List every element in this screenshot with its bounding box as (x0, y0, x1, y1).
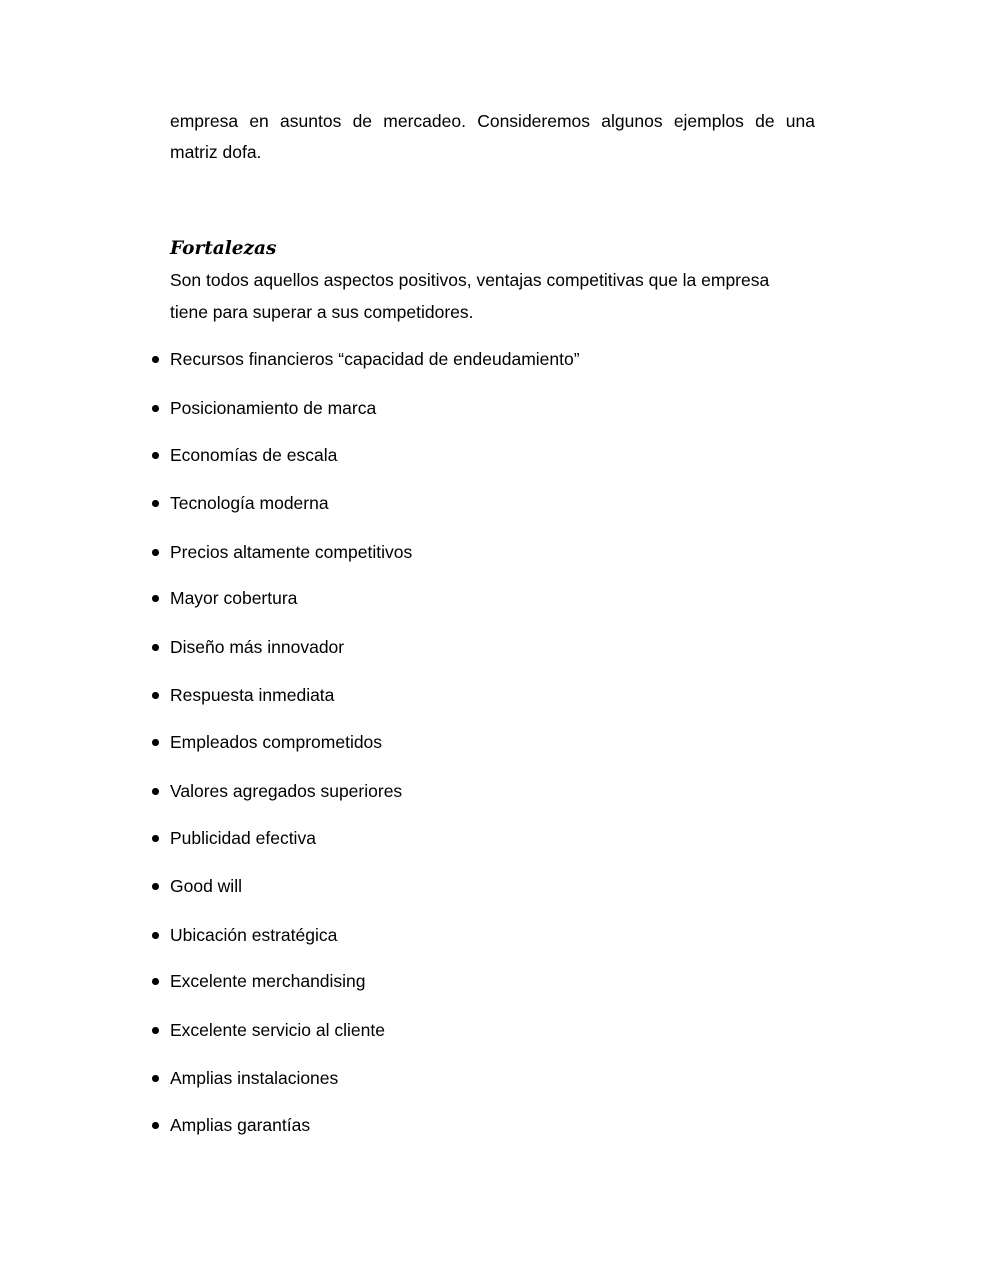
list-item-text: Economías de escala (170, 445, 338, 465)
bullet-icon (152, 978, 159, 985)
bullet-icon (152, 1075, 159, 1082)
list-item-text: Respuesta inmediata (170, 685, 335, 705)
list-item (152, 585, 812, 611)
section-heading: Fortalezas (170, 238, 277, 259)
list-item-text: Empleados comprometidos (170, 732, 383, 752)
list-item-text: Excelente merchandising (170, 971, 366, 991)
list-item (152, 1112, 812, 1138)
intro-line-2: matriz dofa. (170, 142, 262, 162)
bullet-icon (152, 452, 159, 459)
bullet-icon (152, 500, 159, 507)
bullet-icon (152, 1027, 159, 1034)
bullet-icon (152, 788, 159, 795)
list-item-text: Excelente servicio al cliente (170, 1020, 385, 1040)
list-item (152, 395, 812, 421)
bullet-icon (152, 644, 159, 651)
list-item-text: Recursos financieros “capacidad de endeudamiento” (170, 349, 580, 369)
bullet-icon (152, 739, 159, 746)
list-item-text: Publicidad efectiva (170, 828, 316, 848)
list-item (152, 968, 812, 994)
intro-line-1: empresa en asuntos de mercadeo. Consideremos algunos ejemplos de una (170, 111, 815, 131)
bullet-icon (152, 932, 159, 939)
list-item (152, 873, 812, 899)
intro-paragraph (170, 106, 815, 168)
list-item (152, 634, 812, 660)
bullet-icon (152, 356, 159, 363)
list-item (152, 1065, 812, 1091)
bullet-icon (152, 549, 159, 556)
list-item (152, 922, 812, 948)
description-line-1: Son todos aquellos aspectos positivos, ventajas competitivas que la empresa (170, 270, 770, 290)
list-item (152, 442, 812, 468)
list-item (152, 1017, 812, 1043)
list-item-text: Amplias instalaciones (170, 1068, 339, 1088)
list-item (152, 539, 812, 565)
list-item (152, 825, 812, 851)
bullet-icon (152, 883, 159, 890)
description-line-2: tiene para superar a sus competidores. (170, 301, 474, 322)
list-item (152, 778, 812, 804)
list-item (152, 729, 812, 755)
list-item (152, 682, 812, 708)
list-item-text: Mayor cobertura (170, 588, 298, 608)
list-item-text: Diseño más innovador (170, 637, 345, 657)
list-item-text: Valores agregados superiores (170, 781, 403, 801)
list-item-text: Ubicación estratégica (170, 925, 338, 945)
list-item-text: Good will (170, 876, 242, 896)
section-description (170, 265, 815, 328)
bullet-icon (152, 835, 159, 842)
bullet-icon (152, 692, 159, 699)
bullet-icon (152, 595, 159, 602)
list-item (152, 490, 812, 516)
list-item (152, 346, 812, 372)
bullet-icon (152, 1122, 159, 1129)
bullet-icon (152, 405, 159, 412)
list-item-text: Tecnología moderna (170, 493, 329, 513)
list-item-text: Precios altamente competitivos (170, 542, 413, 562)
list-item-text: Amplias garantías (170, 1115, 311, 1135)
list-item-text: Posicionamiento de marca (170, 398, 377, 418)
